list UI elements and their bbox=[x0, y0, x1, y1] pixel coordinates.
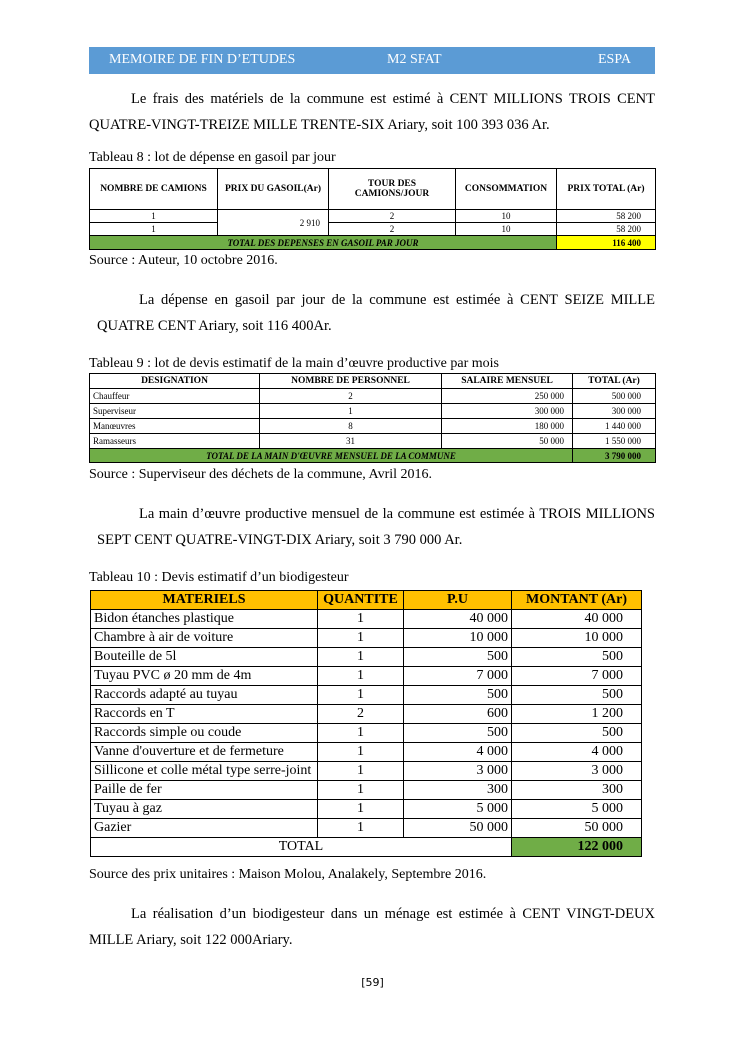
table-9-total-label: TOTAL DE LA MAIN D'ŒUVRE MENSUEL DE LA COMMUNE bbox=[90, 449, 573, 463]
table-cell: Superviseur bbox=[90, 404, 260, 419]
table-cell: 10 000 bbox=[512, 629, 642, 648]
table-cell: 1 bbox=[318, 610, 404, 629]
table-cell: 8 bbox=[260, 419, 442, 434]
page-number: [59] bbox=[361, 976, 384, 989]
table-cell: 1 550 000 bbox=[573, 434, 656, 449]
table-cell: Vanne d'ouverture et de fermeture bbox=[91, 743, 318, 762]
table-cell: 500 bbox=[404, 686, 512, 705]
table-9-source: Source : Superviseur des déchets de la commune, Avril 2016. bbox=[89, 467, 433, 482]
table-cell: Bouteille de 5l bbox=[91, 648, 318, 667]
table-cell: Raccords simple ou coude bbox=[91, 724, 318, 743]
table-cell: 3 000 bbox=[404, 762, 512, 781]
th-quantite: QUANTITE bbox=[318, 591, 404, 610]
table-cell: Ramasseurs bbox=[90, 434, 260, 449]
th-montant: MONTANT (Ar) bbox=[512, 591, 642, 610]
table-10-biodigester bbox=[90, 590, 642, 857]
table-cell: 300 000 bbox=[442, 404, 573, 419]
table-cell: Bidon étanches plastique bbox=[91, 610, 318, 629]
table-cell: 50 000 bbox=[442, 434, 573, 449]
th-materiels: MATERIELS bbox=[91, 591, 318, 610]
table-cell: Sillicone et colle métal type serre-joint bbox=[91, 762, 318, 781]
table-cell: 300 000 bbox=[573, 404, 656, 419]
table-cell: 1 bbox=[318, 762, 404, 781]
table-8-gasoil bbox=[89, 168, 656, 250]
table-cell: 250 000 bbox=[442, 389, 573, 404]
table-cell: 1 440 000 bbox=[573, 419, 656, 434]
table-cell: 1 bbox=[90, 223, 218, 236]
table-cell: 31 bbox=[260, 434, 442, 449]
table-cell: 50 000 bbox=[512, 819, 642, 838]
table-cell: 10 000 bbox=[404, 629, 512, 648]
table-cell: Manœuvres bbox=[90, 419, 260, 434]
paragraph-biodigester-cost: La réalisation d’un biodigesteur dans un ménage est estimée à CENT VINGT-DEUX MILLE Ariary, soit 122 000Ariary. bbox=[89, 906, 655, 948]
paragraph-materials-cost: Le frais des matériels de la commune est estimé à CENT MILLIONS TROIS CENT QUATRE-VINGT-TREIZE MILLE TRENTE-SIX Ariary, soit 100 393 036 Ar. bbox=[89, 91, 655, 133]
table-cell: Raccords en T bbox=[91, 705, 318, 724]
table-cell: Paille de fer bbox=[91, 781, 318, 800]
table-cell: 5 000 bbox=[404, 800, 512, 819]
th-camions: NOMBRE DE CAMIONS bbox=[90, 169, 218, 210]
table-cell: 500 bbox=[404, 724, 512, 743]
table-cell: 2 bbox=[318, 705, 404, 724]
table-cell: 1 bbox=[318, 819, 404, 838]
table-cell: 300 bbox=[512, 781, 642, 800]
table-cell: 40 000 bbox=[512, 610, 642, 629]
page-header bbox=[89, 47, 655, 74]
table-9-labour bbox=[89, 373, 656, 463]
header-title: MEMOIRE DE FIN D’ETUDES bbox=[109, 52, 296, 67]
table-cell-price: 2 910 bbox=[218, 210, 329, 236]
th-designation: DESIGNATION bbox=[90, 374, 260, 389]
table-cell: 1 bbox=[318, 724, 404, 743]
table-cell: 10 bbox=[456, 210, 557, 223]
table-cell: 5 000 bbox=[512, 800, 642, 819]
table-cell: Raccords adapté au tuyau bbox=[91, 686, 318, 705]
table-cell: Chauffeur bbox=[90, 389, 260, 404]
table-cell: Tuyau à gaz bbox=[91, 800, 318, 819]
table-cell: 1 bbox=[318, 648, 404, 667]
table-cell: 2 bbox=[260, 389, 442, 404]
table-cell: 50 000 bbox=[404, 819, 512, 838]
table-cell: 180 000 bbox=[442, 419, 573, 434]
table-cell: 7 000 bbox=[404, 667, 512, 686]
table-cell: 40 000 bbox=[404, 610, 512, 629]
table-cell: 300 bbox=[404, 781, 512, 800]
table-cell: 4 000 bbox=[512, 743, 642, 762]
table-9-caption: Tableau 9 : lot de devis estimatif de la main d’œuvre productive par mois bbox=[89, 356, 499, 371]
table-cell: 600 bbox=[404, 705, 512, 724]
table-cell: 500 bbox=[512, 686, 642, 705]
table-cell: 1 200 bbox=[512, 705, 642, 724]
table-8-total-value: 116 400 bbox=[557, 236, 656, 250]
table-cell: 1 bbox=[318, 686, 404, 705]
th-personnel: NOMBRE DE PERSONNEL bbox=[260, 374, 442, 389]
table-cell: 500 bbox=[404, 648, 512, 667]
table-cell: 1 bbox=[318, 667, 404, 686]
table-cell: 500 000 bbox=[573, 389, 656, 404]
table-cell: 1 bbox=[90, 210, 218, 223]
table-cell: 58 200 bbox=[557, 223, 656, 236]
table-8-source: Source : Auteur, 10 octobre 2016. bbox=[89, 253, 278, 268]
table-cell: Chambre à air de voiture bbox=[91, 629, 318, 648]
header-program: M2 SFAT bbox=[387, 52, 442, 67]
th-prix-total: PRIX TOTAL (Ar) bbox=[557, 169, 656, 210]
table-cell: 1 bbox=[318, 781, 404, 800]
table-cell: 4 000 bbox=[404, 743, 512, 762]
table-8-caption: Tableau 8 : lot de dépense en gasoil par jour bbox=[89, 150, 336, 165]
table-cell: 58 200 bbox=[557, 210, 656, 223]
paragraph-gasoil-cost: La dépense en gasoil par jour de la commune est estimée à CENT SEIZE MILLE QUATRE CENT Ariary, soit 116 400Ar. bbox=[97, 292, 655, 334]
th-tour: TOUR DES CAMIONS/JOUR bbox=[329, 169, 456, 210]
table-cell: 500 bbox=[512, 724, 642, 743]
table-cell: 3 000 bbox=[512, 762, 642, 781]
table-cell: 2 bbox=[329, 223, 456, 236]
table-cell: 500 bbox=[512, 648, 642, 667]
table-10-source: Source des prix unitaires : Maison Molou, Analakely, Septembre 2016. bbox=[89, 867, 487, 882]
table-10-caption: Tableau 10 : Devis estimatif d’un biodigesteur bbox=[89, 570, 349, 585]
th-prix-gasoil: PRIX DU GASOIL(Ar) bbox=[218, 169, 329, 210]
th-pu: P.U bbox=[404, 591, 512, 610]
table-8-total-label: TOTAL DES DEPENSES EN GASOIL PAR JOUR bbox=[90, 236, 557, 250]
th-salaire: SALAIRE MENSUEL bbox=[442, 374, 573, 389]
paragraph-labour-cost: La main d’œuvre productive mensuel de la commune est estimée à TROIS MILLIONS SEPT CENT QUATRE-VINGT-DIX Ariary, soit 3 790 000 Ar. bbox=[97, 506, 655, 548]
table-cell: 1 bbox=[318, 629, 404, 648]
th-consommation: CONSOMMATION bbox=[456, 169, 557, 210]
table-cell: 10 bbox=[456, 223, 557, 236]
table-10-total-label: TOTAL bbox=[91, 838, 512, 857]
header-school: ESPA bbox=[598, 52, 631, 67]
table-9-total-value: 3 790 000 bbox=[573, 449, 656, 463]
th-total: TOTAL (Ar) bbox=[573, 374, 656, 389]
table-cell: 1 bbox=[318, 743, 404, 762]
table-cell: 1 bbox=[318, 800, 404, 819]
table-cell: 1 bbox=[260, 404, 442, 419]
table-cell: Gazier bbox=[91, 819, 318, 838]
table-cell: 7 000 bbox=[512, 667, 642, 686]
table-10-total-value: 122 000 bbox=[512, 838, 642, 857]
table-cell: 2 bbox=[329, 210, 456, 223]
table-cell: Tuyau PVC ø 20 mm de 4m bbox=[91, 667, 318, 686]
